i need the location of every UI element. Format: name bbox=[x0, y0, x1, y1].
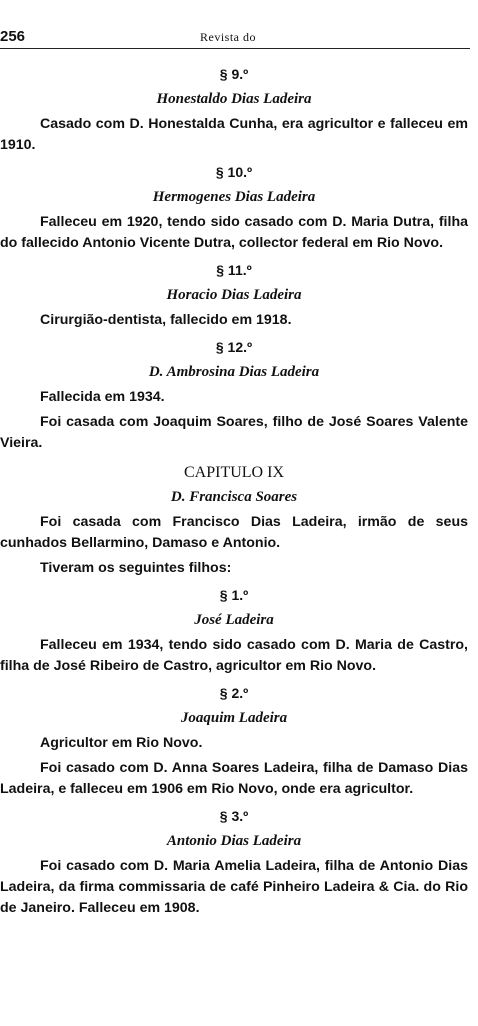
person-name-heading: Hermogenes Dias Ladeira bbox=[152, 189, 316, 205]
paragraph: Foi casado com D. Maria Amelia Ladeira, filha de Antonio Dias Ladeira, da firma commissaria de café Pinheiro Ladeira & Cia. do Rio de Janeiro. Falleceu em 1908. bbox=[0, 858, 468, 916]
person-name-heading: D. Ambrosina Dias Ladeira bbox=[148, 364, 320, 380]
paragraph: Falleceu em 1920, tendo sido casado com D. Maria Dutra, filha do fallecido Antonio Vicente Dutra, collector federal em Rio Novo. bbox=[0, 214, 468, 251]
section-mark: § 2.º bbox=[219, 685, 249, 701]
person-name-heading: Honestaldo Dias Ladeira bbox=[156, 91, 312, 107]
header-rule bbox=[0, 48, 470, 49]
page-header bbox=[0, 26, 478, 48]
section-mark: § 9.º bbox=[219, 66, 249, 82]
paragraph: Fallecida em 1934. bbox=[40, 389, 165, 405]
person-name-heading: D. Francisca Soares bbox=[170, 489, 298, 505]
chapter-heading: CAPITULO IX bbox=[184, 464, 284, 481]
paragraph: Cirurgião-dentista, fallecido em 1918. bbox=[40, 312, 292, 328]
section-mark: § 12.º bbox=[215, 339, 253, 355]
section-mark: § 3.º bbox=[219, 808, 249, 824]
section-mark: § 10.º bbox=[215, 164, 253, 180]
paragraph: Tiveram os seguintes filhos: bbox=[40, 560, 232, 576]
paragraph: Falleceu em 1934, tendo sido casado com D. Maria de Castro, filha de José Ribeiro de Castro, agricultor em Rio Novo. bbox=[0, 637, 468, 674]
person-name-heading: Antonio Dias Ladeira bbox=[166, 833, 302, 849]
paragraph: Foi casado com D. Anna Soares Ladeira, filha de Damaso Dias Ladeira, e falleceu em 1906 em Rio Novo, onde era agricultor. bbox=[0, 760, 468, 797]
section-mark: § 11.º bbox=[216, 262, 252, 278]
paragraph: Casado com D. Honestalda Cunha, era agricultor e falleceu em 1910. bbox=[0, 116, 468, 153]
person-name-heading: Joaquim Ladeira bbox=[180, 710, 288, 726]
running-title: Revista do bbox=[200, 30, 256, 44]
page-body bbox=[0, 58, 468, 923]
paragraph: Foi casada com Joaquim Soares, filho de José Soares Valente Vieira. bbox=[0, 414, 468, 451]
paragraph: Agricultor em Rio Novo. bbox=[40, 735, 203, 751]
page-number: 256 bbox=[0, 28, 26, 45]
paragraph: Foi casada com Francisco Dias Ladeira, irmão de seus cunhados Bellarmino, Damaso e Antonio. bbox=[0, 514, 468, 551]
person-name-heading: José Ladeira bbox=[194, 612, 274, 628]
section-mark: § 1.º bbox=[219, 587, 249, 603]
person-name-heading: Horacio Dias Ladeira bbox=[166, 287, 302, 303]
